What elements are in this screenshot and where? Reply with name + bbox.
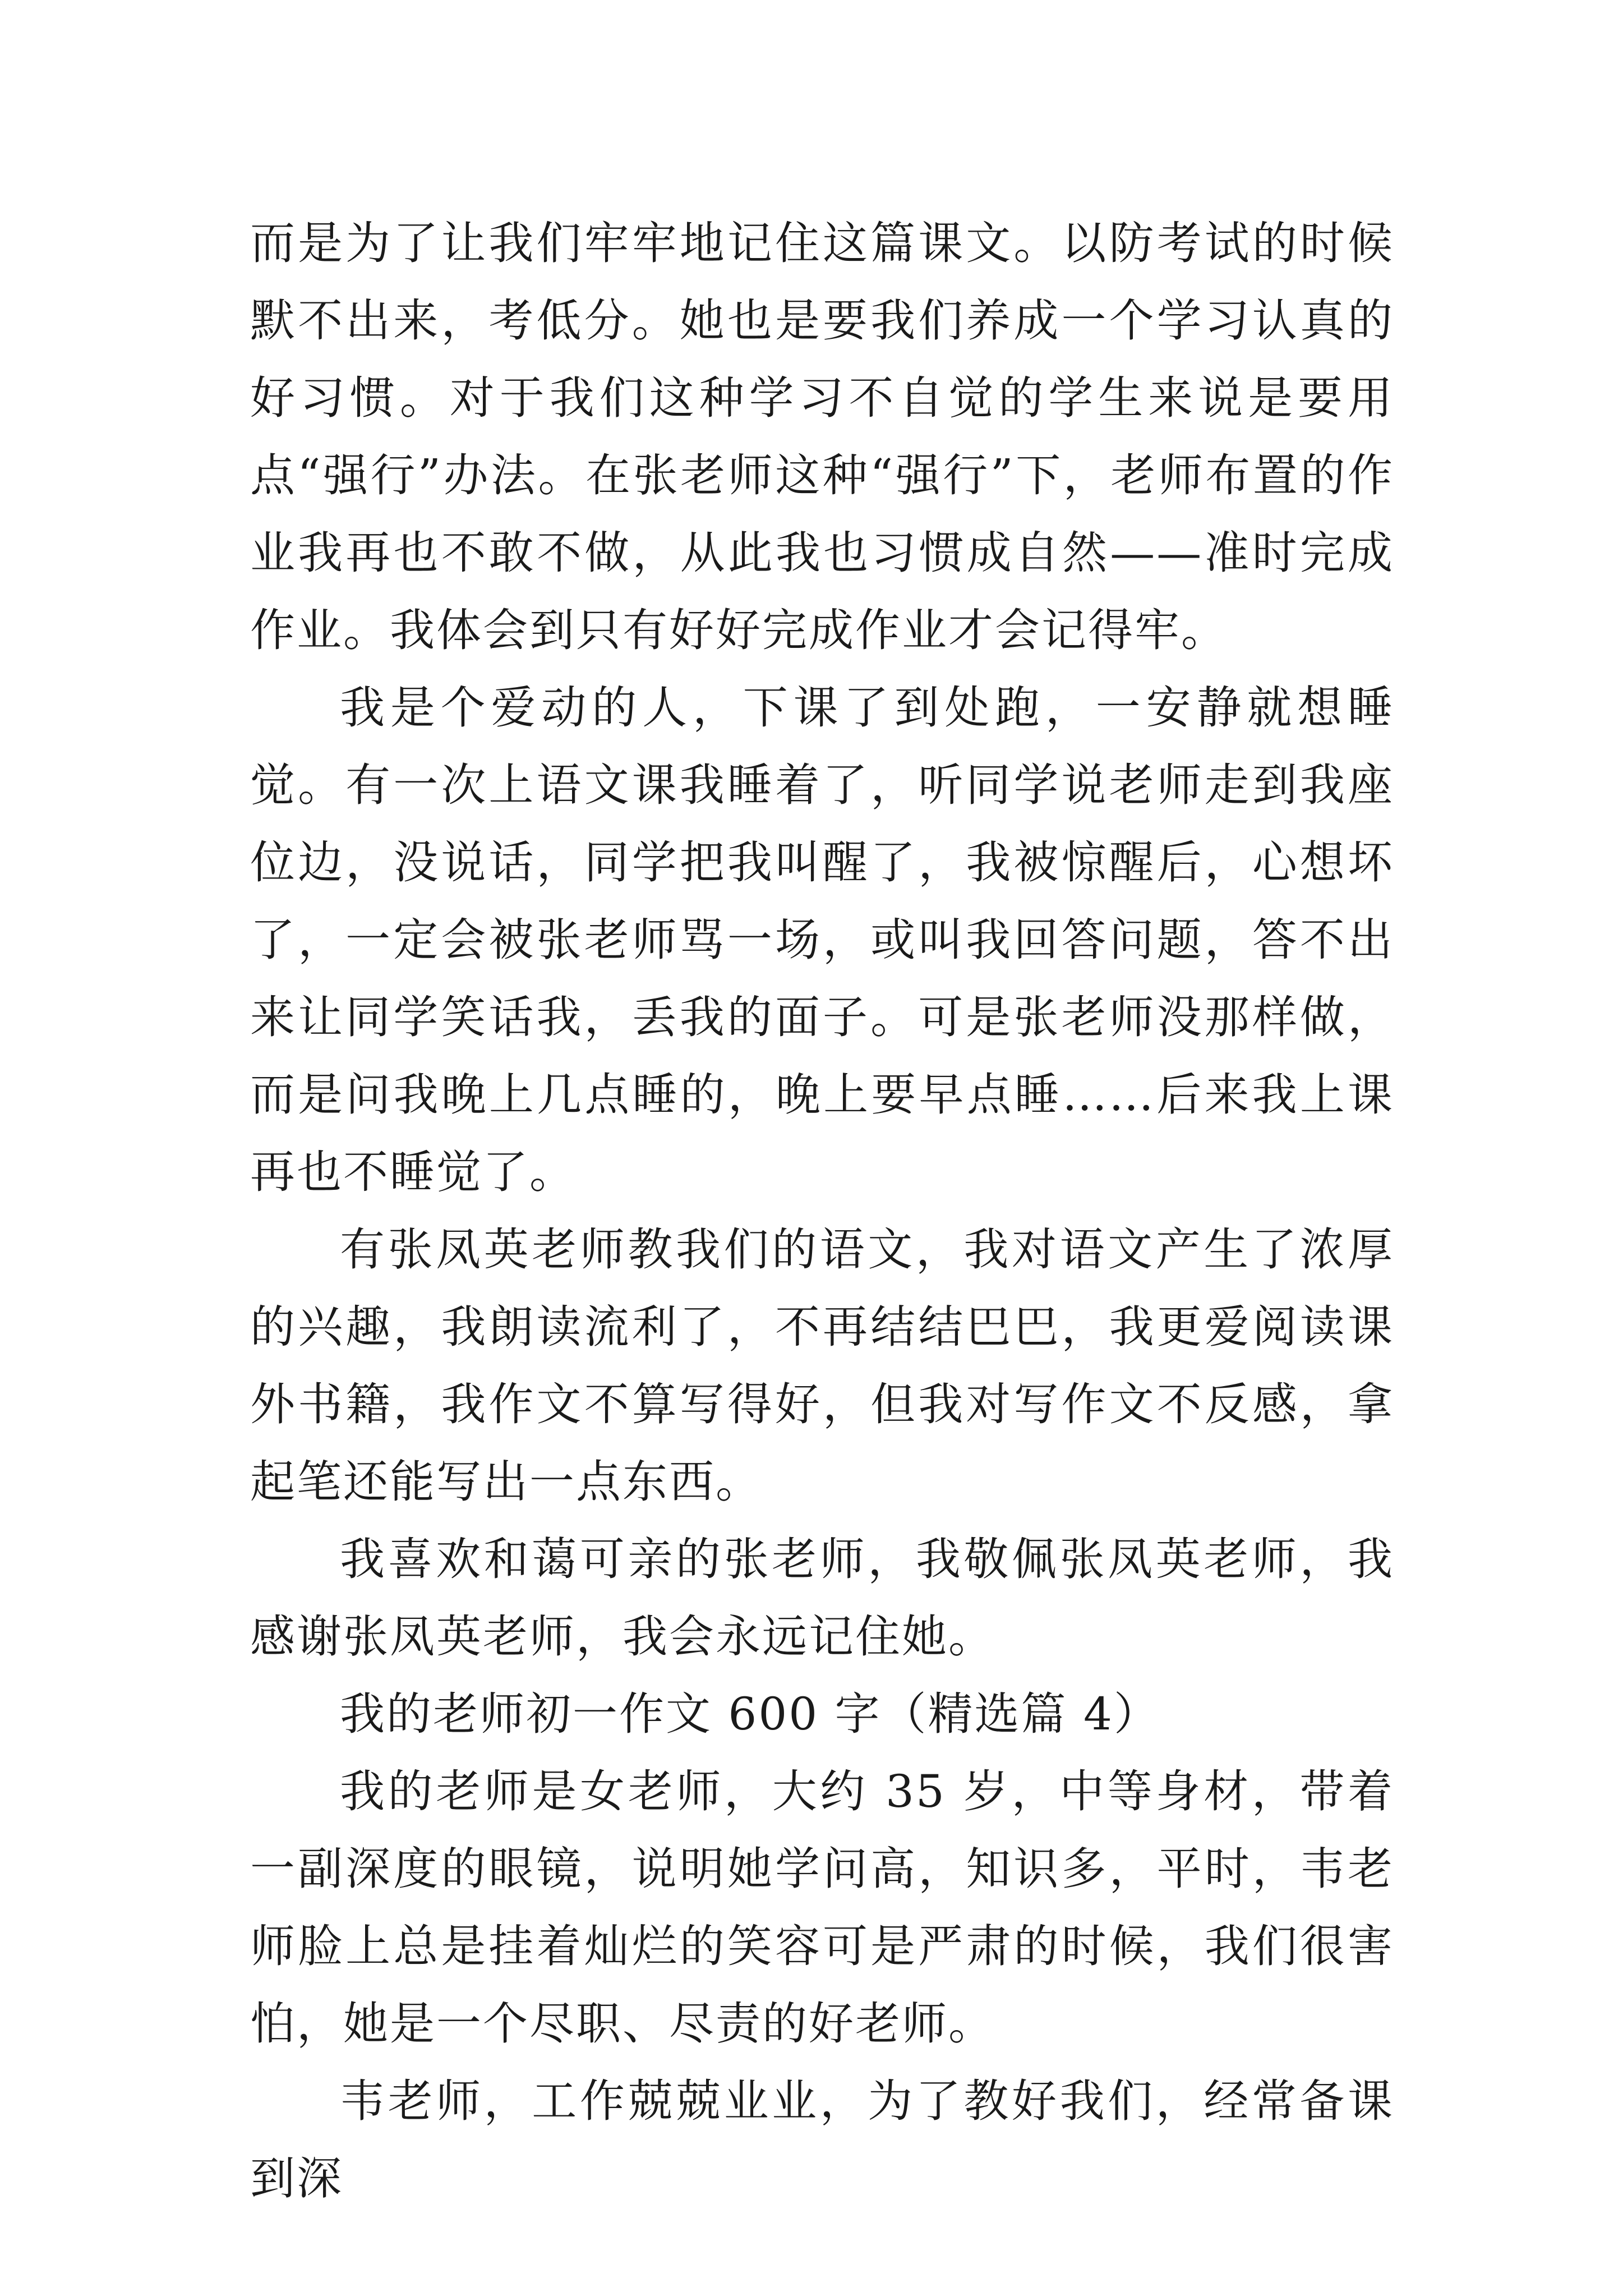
paragraph-teacher-description: 我的老师是女老师，大约 35 岁，中等身材，带着一副深度的眼镜，说明她学问高，知识多，平时，韦老师脸上总是挂着灿烂的笑容可是严肃的时候，我们很害怕，她是一个尽职、尽责的好老师。: [250, 1765, 1394, 2050]
paragraph-interest-in-chinese: 有张凤英老师教我们的语文，我对语文产生了浓厚的兴趣，我朗读流利了，不再结结巴巴，我更爱阅读课外书籍，我作文不算写得好，但我对写作文不反感，拿起笔还能写出一点东西。: [250, 1223, 1394, 1508]
paragraph-sleeping-in-class: 我是个爱动的人，下课了到处跑，一安静就想睡觉。有一次上语文课我睡着了，听同学说老师走到我座位边，没说话，同学把我叫醒了，我被惊醒后，心想坏了，一定会被张老师骂一场，或叫我回答问题，答不出来让同学笑话我，丢我的面子。可是张老师没那样做，而是问我晚上几点睡的，晚上要早点睡……后来我上课再也不睡觉了。: [250, 682, 1394, 1198]
paragraph-gratitude: 我喜欢和蔼可亲的张老师，我敬佩张凤英老师，我感谢张凤英老师，我会永远记住她。: [250, 1533, 1394, 1663]
paragraph-homework-habit: 而是为了让我们牢牢地记住这篇课文。以防考试的时候默不出来，考低分。她也是要我们养成一个学习认真的好习惯。对于我们这种学习不自觉的学生来说是要用点“强行”办法。在张老师这种“强行”下，老师布置的作业我再也不敢不做，从此我也习惯成自然——准时完成作业。我体会到只有好好完成作业才会记得牢。: [250, 217, 1394, 656]
document-body: [250, 205, 1394, 2217]
section-heading: 我的老师初一作文 600 字（精选篇 4）: [340, 1688, 1160, 1740]
paragraph-teacher-diligence: 韦老师，工作兢兢业业，为了教好我们，经常备课到深: [250, 2075, 1394, 2205]
